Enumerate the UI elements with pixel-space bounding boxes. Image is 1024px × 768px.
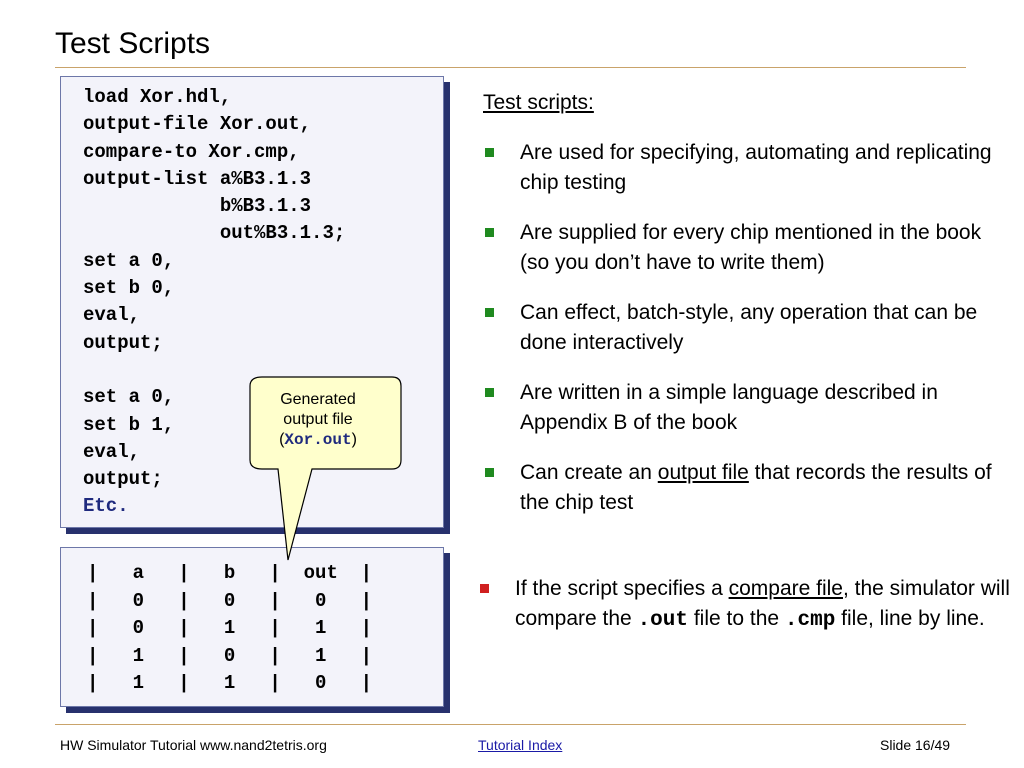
callout-line1: Generated — [280, 391, 356, 408]
callout-line2: output file — [283, 411, 353, 428]
compare-note — [478, 574, 1015, 636]
note-text: file, line by line. — [835, 607, 985, 630]
bullet-item — [483, 378, 1013, 438]
out-extension: .out — [637, 609, 688, 632]
callout-paren-open: ( — [279, 431, 285, 448]
cmp-extension: .cmp — [784, 609, 836, 632]
compare-file-term: compare file — [728, 577, 843, 600]
script-etc: Etc. — [83, 495, 129, 518]
section-heading: Test scripts: — [483, 91, 594, 114]
square-bullet-icon — [480, 584, 489, 593]
footer-left: HW Simulator Tutorial www.nand2tetris.org — [60, 737, 327, 753]
bullet-item — [483, 138, 1013, 198]
callout-text — [248, 390, 388, 450]
output-file-term: output file — [657, 461, 749, 484]
square-bullet-icon — [485, 148, 494, 157]
script-code-lines: load Xor.hdl, output-file Xor.out, compare-to Xor.cmp, output-list a%B3.1.3 b%B3.1.3 out%B3.1.3; set a 0, set b 0, eval, output; set a 0, set b 1, eval, output; — [83, 86, 346, 491]
bullet-text: that records the results of the chip test — [520, 461, 992, 514]
bullet-item — [483, 458, 1013, 518]
slide-title: Test Scripts — [55, 27, 211, 60]
callout-paren-close: ) — [351, 431, 357, 448]
note-text: file to the — [688, 607, 785, 630]
bullet-text: Are used for specifying, automating and replicating chip testing — [520, 141, 992, 194]
bullet-item — [483, 218, 1013, 278]
footer-divider — [55, 724, 966, 725]
square-bullet-icon — [485, 228, 494, 237]
output-table: | a | b | out | | 0 | 0 | 0 | | 0 | 1 | 1 | | 1 | 0 | 1 | | 1 | 1 | 0 | — [87, 562, 373, 694]
bullet-item — [483, 298, 1013, 358]
bullet-text: Can create an — [520, 461, 658, 484]
bullet-text: Are written in a simple language described in Appendix B of the book — [520, 381, 938, 434]
bullet-text: Are supplied for every chip mentioned in the book (so you don’t have to write them) — [520, 221, 982, 274]
note-text: If the script specifies a — [515, 577, 729, 600]
bullet-text: Can effect, batch-style, any operation that can be done interactively — [520, 301, 978, 354]
tutorial-index-link[interactable]: Tutorial Index — [478, 737, 563, 753]
note-text: , the simulator will compare the — [515, 577, 1010, 630]
square-bullet-icon — [485, 468, 494, 477]
square-bullet-icon — [485, 308, 494, 317]
bullet-list — [483, 138, 1013, 538]
slide-number: Slide 16/49 — [880, 737, 951, 753]
callout-file: Xor.out — [284, 431, 352, 449]
callout-line3 — [248, 430, 388, 450]
square-bullet-icon — [485, 388, 494, 397]
